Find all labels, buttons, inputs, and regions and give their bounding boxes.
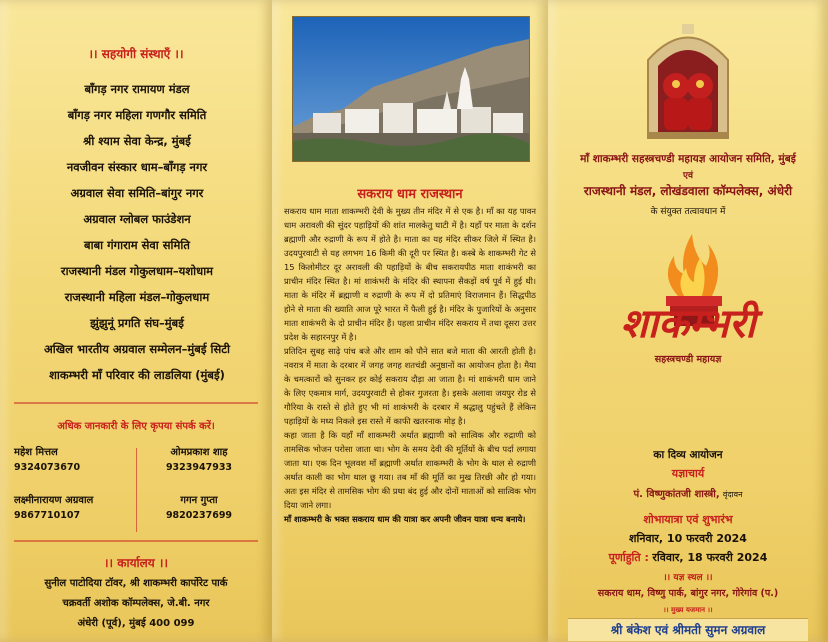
middle-panel (272, 0, 548, 642)
org-item: राजस्थानी मंडल गोकुलधाम–यशोधाम (60, 264, 214, 278)
contact-phone: 9867710107 (14, 510, 81, 521)
org-item: अग्रवाल सेवा समिति–बांगुर नगर (70, 186, 204, 200)
org-item: श्री श्याम सेवा केन्द्र, मुंबई (83, 134, 191, 148)
host-bar (568, 618, 808, 641)
org-item: अखिल भारतीय अग्रवाल सम्मेलन–मुंबई सिटी (43, 342, 231, 356)
deity-image (638, 20, 738, 140)
yajnacharya-line (548, 486, 828, 500)
temple-photo (292, 16, 530, 162)
sanyukt-text: के संयुक्त तत्वावधान में (650, 207, 726, 217)
contact-grid (14, 444, 258, 534)
temple-photo-drawing (293, 17, 529, 161)
logo-text: शाकम्भरी (620, 300, 756, 347)
section-heading: सकराय धाम राजस्थान (357, 187, 463, 202)
divider (14, 540, 258, 542)
right-panel (548, 0, 828, 642)
contact-card (14, 492, 132, 521)
contact-phone: 9323947933 (165, 462, 233, 473)
shobha-label: शोभायात्रा एवं शुभारंभ (643, 513, 733, 526)
article-body (284, 204, 536, 526)
paragraph: कहा जाता है कि यहाँ माँ शाकम्भरी अर्थात ब्रह्माणी को सात्विक और रुद्राणी को तामसिक भोजन परोसा जाता था। भोग के समय देवी की मूर्तियों के बीच पर्दा लगाया जाता था। एक दिन भूलवश माँ ब्रह्माणी अर्थात शाकम्भरी के भोग के थाल से रुद्राणी अर्थात काली का भोग थाल छू गया। तब माँ की मूर्ति का मुख तिरछी और हो गया। अतः इस मंदिर से तामसिक भोग की प्रथा बंद हुई और दोनों माताओं को सात्विक भोग दिया जाने लगा। (284, 430, 536, 510)
org-item: झुंझुनूं प्रगति संघ–मुंबई (90, 316, 184, 330)
closing-line: माँ शाकम्भरी के भक्त सकराय धाम की यात्रा कर अपनी जीवन यात्रा धन्य बनाये। (284, 514, 526, 524)
paragraph: सकराय धाम माता शाकम्भरी देवी के मुख्य तीन मंदिर में से एक है। माँ का यह पावन धाम अरावली की सुंदर पहाड़ियों की शांत मालकेतु घाटी में है। यहाँ पर माता के दर्शन ब्रह्माणी और रुद्राणी के रूप में होते है। माता का यह मंदिर सीकर जिले में स्थित है। उदयपुरवाटी से यह लगभग 16 किमी की दूरी पर स्थित है। कस्बे के शाकम्भरी गेट से 15 किलोमीटर दूर अरावली की पहाड़ियों के बीच सकरायपीठ माता शाकंभरी का प्राचीन मंदिर स्थित है। मां शाकंभरी के मंदिर की स्थापना सैकड़ों वर्ष पूर्व में हुई थी। माता के मंदिर में ब्रह्माणी व रुद्राणी के रूप में दो प्रतिमाएं विराजमान हैं। सिद्धपीठ होने से माता की ख्याति आज पूरे भारत में फैली हुई है। मंदिर के पुजारियों के अनुसार माता शाकंभरी के दो प्राचीन मंदिर हैं। पहला प्राचीन मंदिर सकराय में तथा दूसरा उत्तर प्रदेश के सहारनपुर में है। (284, 206, 536, 342)
office-line: अंधेरी (पूर्व), मुंबई 400 099 (77, 618, 195, 629)
divya-text: का दिव्य आयोजन (653, 449, 723, 461)
logo-subtitle: सहस्त्रचण्डी महायज्ञ (654, 354, 722, 365)
org-item: बाबा गंगाराम सेवा समिति (84, 238, 190, 252)
contact-phone: 9324073670 (14, 462, 81, 473)
purnahuti-label: पूर्णाहुति : (608, 551, 649, 564)
contact-name: गगन गुप्ता (180, 495, 218, 506)
office-address (4, 574, 268, 634)
org-item: शाकम्भरी माँ परिवार की लाडलिया (मुंबई) (49, 368, 225, 382)
contact-card (14, 444, 132, 473)
host-name: श्री बंकेश एवं श्रीमती सुमन अग्रवाल (610, 623, 766, 637)
office-line: सुनील पाटोदिया टॉवर, श्री शाकम्भरी कार्पोरेट पार्क (44, 578, 228, 589)
purnahuti-date: रविवार, 18 फरवरी 2024 (652, 551, 768, 564)
org-item: राजस्थानी महिला मंडल–गोकुलधाम (64, 290, 210, 304)
org-item: बाँगड़ नगर महिला गणगौर समिति (67, 108, 207, 122)
paragraph: प्रतिदिन सुबह साढ़े पांच बजे और शाम को पौने सात बजे माता की आरती होती है। नवरात्र में माता के दरबार में जगह जगह शतचंडी अनुष्ठानों का आयोजन होता है। मैया के चमत्कारों को सुनकर हर कोई सकराय दौड़ा आ जाता है। मां शाकंभरी धाम जाने के लिए एकमात्र मार्ग, उदयपुरवाटी से होकर गुजरता है। इसके अलावा जयपुर रोड से गौरिया के रास्ते से होते हुए भी मां शाकंभरी के दरबार में श्रद्धालु पहुंचते हैं लेकिन पहाड़ियों के मध्य निकले इस रास्ते में काफी खतरनाक मोड़ है। (284, 346, 536, 426)
contact-card (140, 492, 258, 521)
venue-label: ।। यज्ञ स्थल ।। (663, 573, 713, 583)
org-line-2: राजस्थानी मंडल, लोखंडवाला कॉम्पलेक्स, अंधेरी (583, 184, 793, 198)
yajnacharya-name: पं. विष्णुकांतजी शास्त्री, (633, 489, 720, 500)
office-line: चक्रवर्ती अशोक कॉम्पलेक्स, जे.बी. नगर (62, 598, 210, 609)
vertical-divider (136, 448, 137, 532)
org-line-1: माँ शाकम्भरी सहस्त्रचण्डी महायज्ञ आयोजन समिति, मुंबई (580, 153, 796, 165)
divider (14, 402, 258, 404)
contact-name: लक्ष्मीनारायण अग्रवाल (14, 495, 94, 506)
contact-phone: 9820237699 (165, 510, 233, 521)
yajnacharya-place: वृंदावन (722, 490, 743, 499)
host-label: ।। मुख्य यजमान ।। (663, 606, 713, 614)
left-panel (0, 0, 272, 642)
orgs-title: ।। सहयोगी संस्थाएँ ।। (88, 47, 184, 61)
orgs-list (12, 76, 262, 388)
venue-text: सकराय धाम, विष्णु पार्क, बांगुर नगर, गोरेगांव (प.) (597, 588, 779, 599)
contact-title: अधिक जानकारी के लिए कृपया संपर्क करें। (57, 421, 215, 432)
org-and: एवं (683, 171, 693, 181)
contact-card (140, 444, 258, 473)
shobha-date: शनिवार, 10 फरवरी 2024 (629, 532, 747, 545)
org-item: बाँगड़ नगर रामायण मंडल (84, 82, 190, 96)
contact-name: महेश मित्तल (14, 447, 58, 458)
org-item: अग्रवाल ग्लोबल फाउंडेशन (83, 212, 191, 226)
org-item: नवजीवन संस्कार धाम–बाँगड़ नगर (66, 160, 208, 174)
deity-drawing (638, 20, 738, 140)
contact-name: ओमप्रकाश शाह (170, 447, 228, 458)
purnahuti-line (548, 550, 828, 565)
office-title: ।। कार्यालय ।। (103, 556, 169, 570)
yajnacharya-label: यज्ञाचार्य (671, 467, 705, 480)
